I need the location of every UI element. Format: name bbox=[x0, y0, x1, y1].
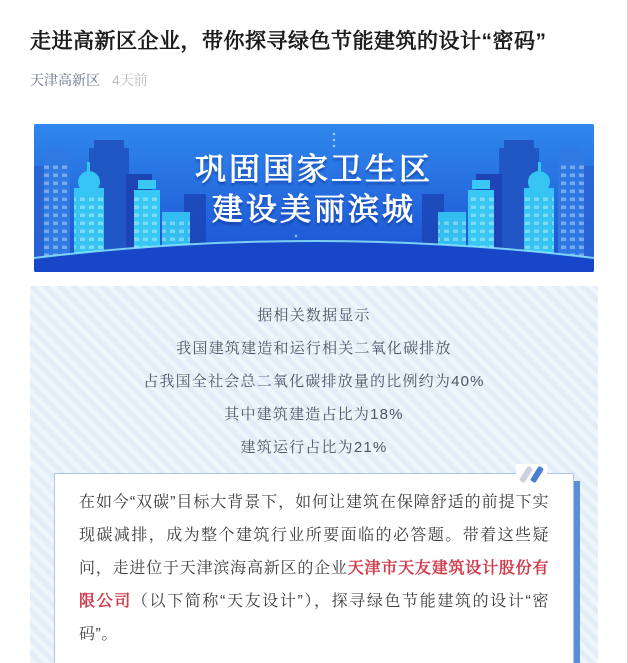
intro-card bbox=[54, 473, 574, 663]
stat-line: 其中建筑建造占比为18% bbox=[224, 406, 404, 424]
intro-paragraph bbox=[79, 486, 549, 651]
banner-slogan-line2: 建设美丽滨城 bbox=[212, 192, 416, 228]
slashes-decoration bbox=[516, 464, 547, 485]
intro-text-before: 在如今“双碳”目标大背景下，如何让建筑在保障舒适的前提下实现碳减排，成为整个建筑行业所要面临的必答题。带着这些疑问，走进位于天津滨海高新区的企业 bbox=[79, 494, 549, 578]
article-title: 走进高新区企业，带你探寻绿色节能建筑的设计“密码” bbox=[30, 30, 547, 53]
stat-line: 占我国全社会总二氧化碳排放量的比例约为40% bbox=[143, 373, 485, 391]
company-name: 天津市天友建筑设计股份有限公司 bbox=[79, 560, 549, 611]
banner-image[interactable] bbox=[34, 124, 594, 272]
stat-line: 我国建筑建造和运行相关二氧化碳排放 bbox=[176, 340, 452, 358]
stat-line: 建筑运行占比为21% bbox=[240, 439, 388, 457]
stat-line: 据相关数据显示 bbox=[257, 307, 371, 325]
banner-slogan-line1: 巩固国家卫生区 bbox=[195, 151, 433, 187]
article-meta bbox=[30, 70, 597, 90]
publish-time: 4天前 bbox=[112, 72, 148, 89]
source-account-link[interactable]: 天津高新区 bbox=[30, 72, 100, 89]
intro-text-after: （以下简称“天友设计”），探寻绿色节能建筑的设计“密码”。 bbox=[79, 593, 549, 644]
stats-section bbox=[30, 286, 598, 663]
banner-slogan bbox=[34, 124, 594, 272]
